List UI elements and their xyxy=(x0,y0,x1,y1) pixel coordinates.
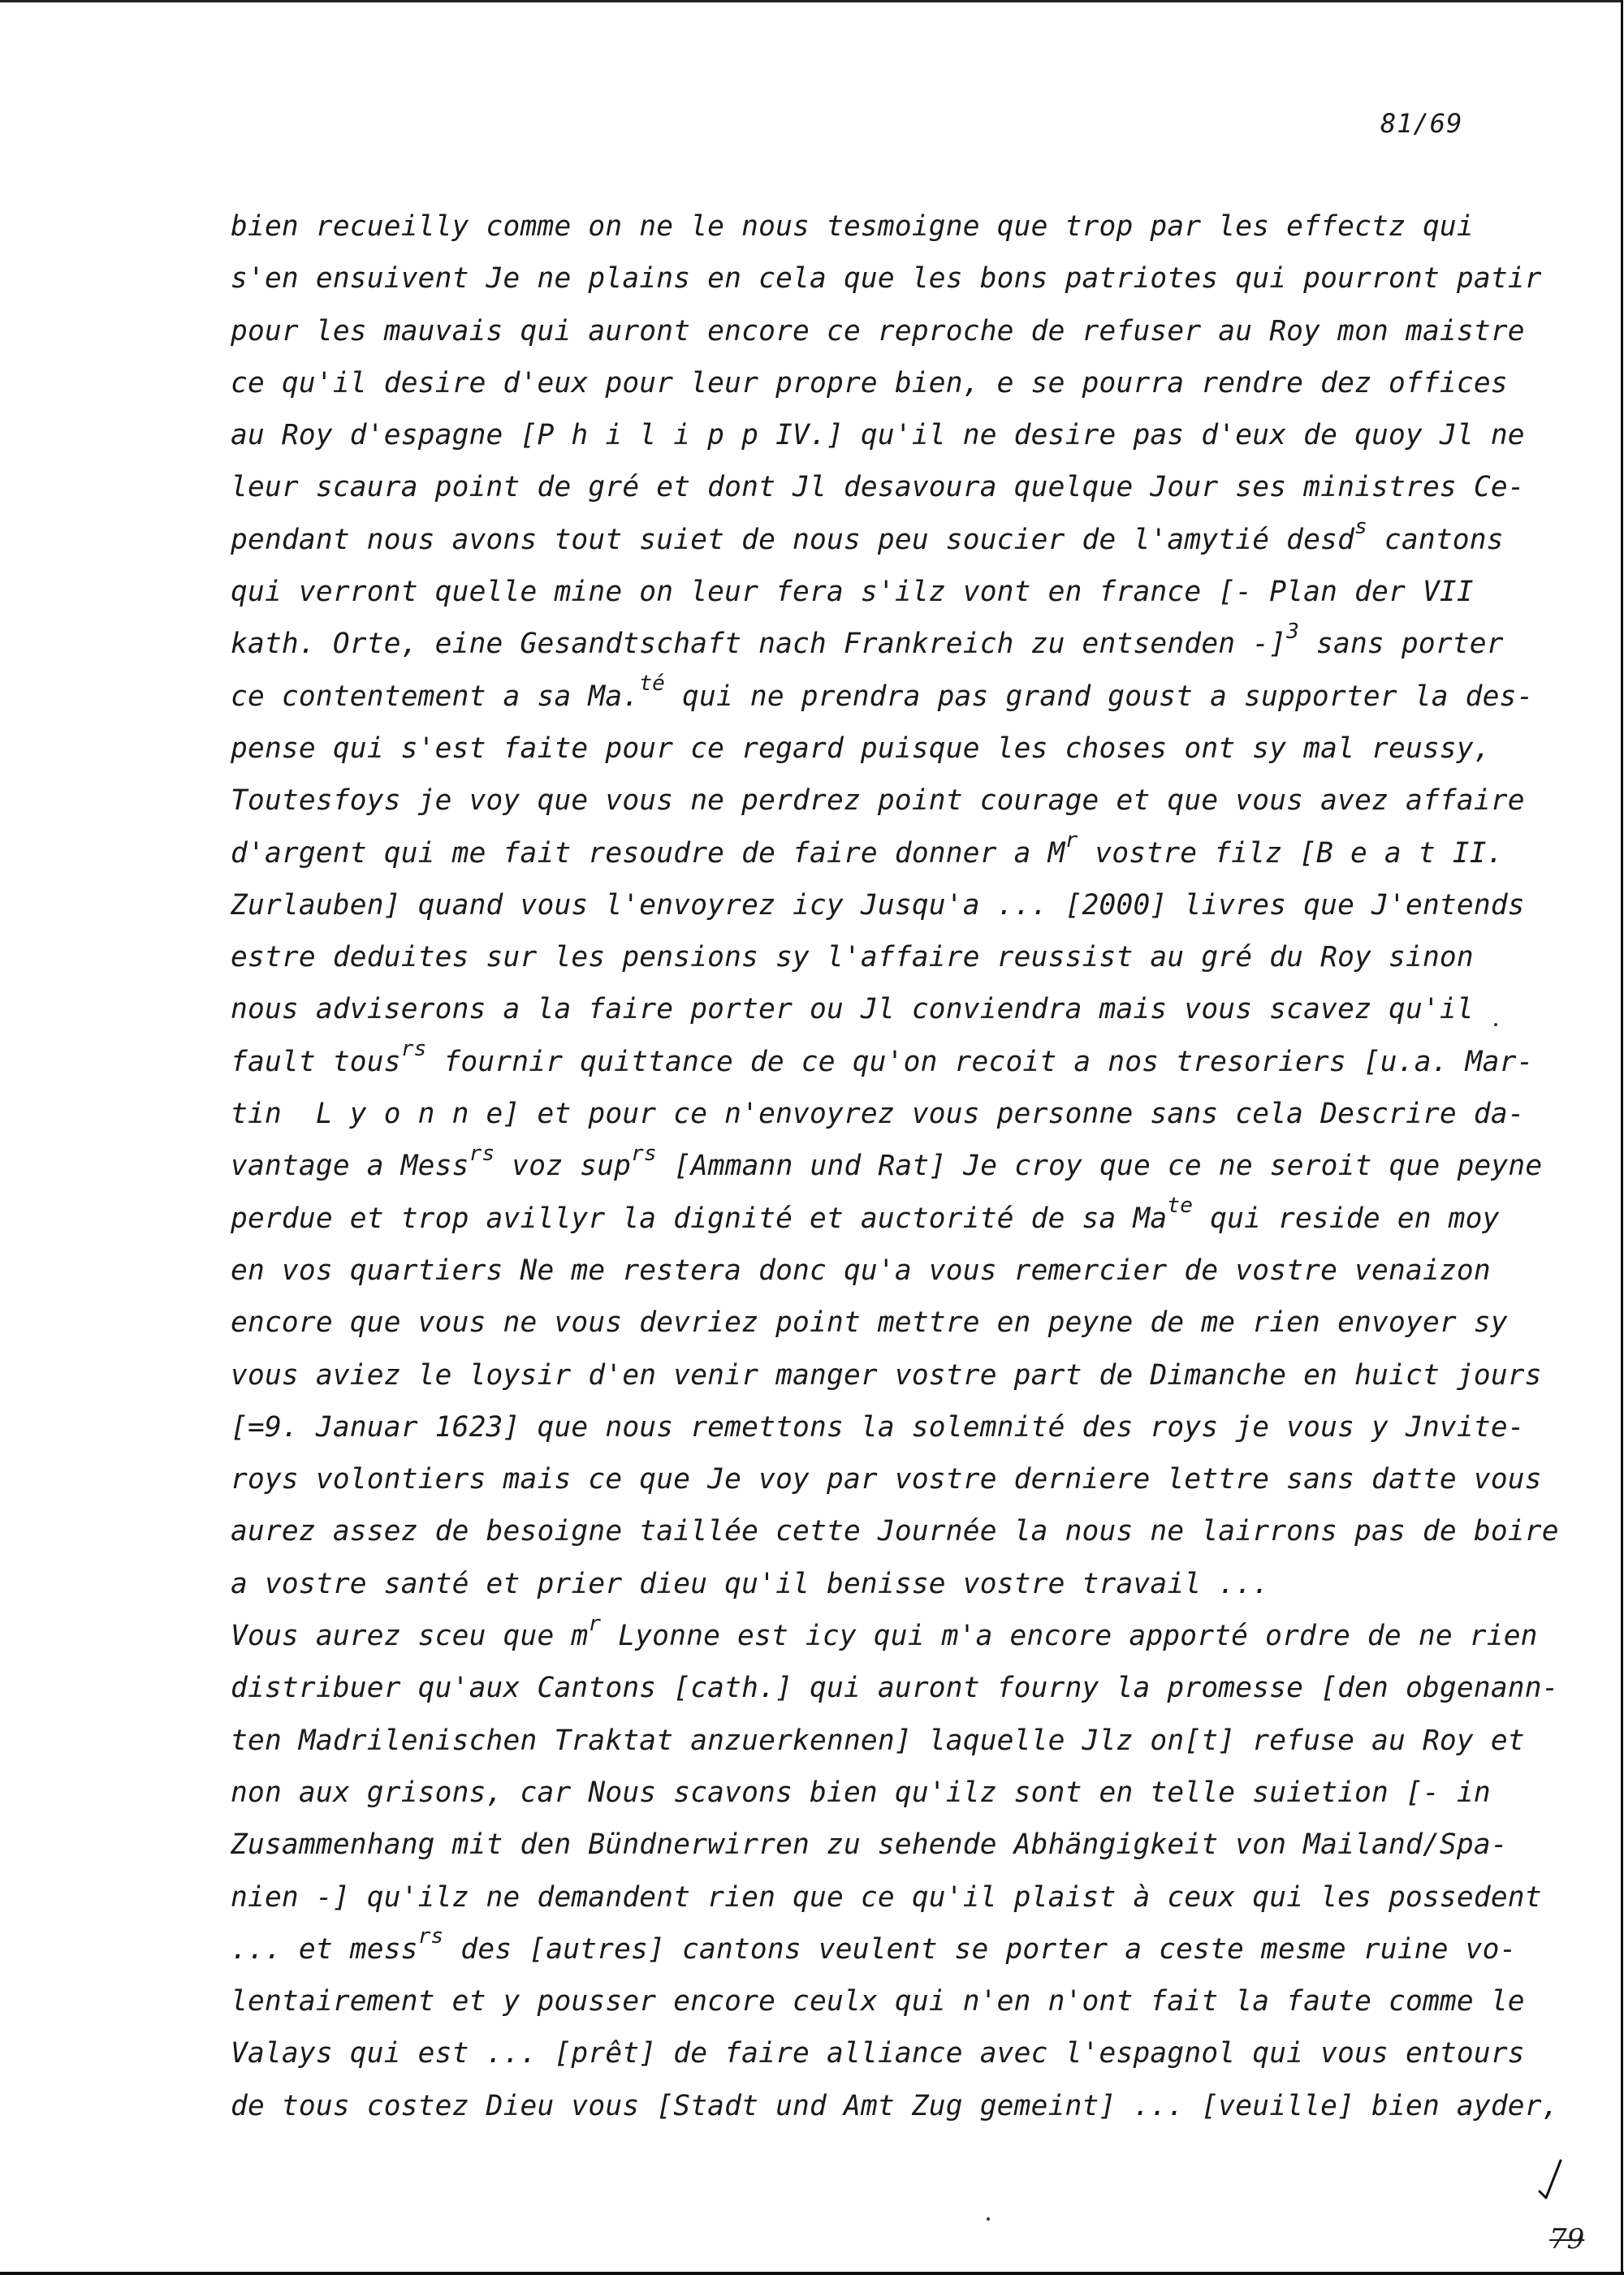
text-segment: fault tous xyxy=(231,1045,401,1078)
text-line xyxy=(231,671,1534,723)
text-line xyxy=(231,253,1542,304)
text-line xyxy=(231,1245,1514,1297)
text-segment: encore que vous ne vous devriez point mettre en peyne de me rien envoyer sy xyxy=(231,1306,1508,1340)
text-line xyxy=(231,1975,1525,2027)
top-border-line xyxy=(0,0,1622,2)
text-segment: kath. Orte, eine Gesandtschaft nach Frankreich zu entsenden -] xyxy=(231,628,1287,661)
text-line xyxy=(231,1662,1559,1714)
document-body-text xyxy=(231,201,1559,2132)
superscript-abbreviation: 3 xyxy=(1286,619,1300,644)
text-segment: estre deduites sur les pensions sy l'affaire reussist au gré du Roy sinon xyxy=(231,941,1474,974)
text-line xyxy=(231,1871,1542,1923)
right-border-line xyxy=(1621,0,1623,2275)
text-segment: de tous costez Dieu vous [Stadt und Amt Zug gemeint] ... [veuille] bien ayder, xyxy=(231,2089,1559,2122)
text-line xyxy=(231,357,1514,409)
text-segment: s'en ensuivent Je ne plains en cela que les bons patriotes qui pourront patir xyxy=(231,262,1542,296)
superscript-abbreviation: r xyxy=(1065,828,1078,853)
text-line xyxy=(231,1453,1542,1505)
text-line xyxy=(231,618,1514,670)
superscript-abbreviation: rs xyxy=(417,1924,444,1949)
text-line xyxy=(231,931,1514,983)
text-segment: aurez assez de besoigne taillée cette Journée la nous ne lairrons pas de boire xyxy=(231,1515,1559,1548)
text-segment: Valays qui est ... [prêt] de faire alliance avec l'espagnol qui vous entours xyxy=(231,2037,1525,2070)
text-line xyxy=(231,514,1514,566)
text-segment: leur scaura point de gré et dont Jl desavoura quelque Jour ses ministres Ce- xyxy=(231,471,1525,504)
text-line xyxy=(231,1505,1559,1557)
text-segment: ce contentement a sa Ma. xyxy=(231,680,640,713)
text-line xyxy=(231,2027,1525,2079)
text-line xyxy=(231,461,1525,513)
handwritten-margin-number: 79 xyxy=(1549,2223,1585,2256)
text-line xyxy=(231,879,1525,931)
text-segment: vantage a Mess xyxy=(231,1150,469,1183)
text-segment: non aux grisons, car Nous scavons bien qu'ilz sont en telle suietion [- in xyxy=(231,1776,1491,1809)
text-segment: des [autres] cantons veulent se porter a ceste mesme ruine vo- xyxy=(443,1932,1517,1966)
text-line xyxy=(231,1140,1543,1192)
text-segment: qui verront quelle mine on leur fera s'ilz vont en france [- Plan der VII xyxy=(231,576,1474,609)
stray-mark xyxy=(1494,1023,1497,1026)
superscript-abbreviation: te xyxy=(1167,1194,1194,1219)
text-segment: Toutesfoys je voy que vous ne perdrez point courage et que vous avez affaire xyxy=(231,784,1525,818)
text-segment: voz sup xyxy=(495,1150,632,1183)
text-line xyxy=(231,1819,1514,1871)
text-line xyxy=(231,723,1514,775)
text-segment: lentairement et y pousser encore ceulx qui n'en n'ont fait la faute comme le xyxy=(231,1985,1525,2018)
text-segment: pense qui s'est faite pour ce regard puisque les choses ont sy mal reussy, xyxy=(231,732,1491,765)
text-segment: perdue et trop avillyr la dignité et auctorité de sa Ma xyxy=(231,1202,1168,1235)
text-line xyxy=(231,827,1514,879)
text-line xyxy=(231,1088,1525,1140)
text-line xyxy=(231,1923,1517,1975)
text-line xyxy=(231,1401,1525,1453)
text-line xyxy=(231,305,1525,357)
text-segment: pour les mauvais qui auront encore ce reproche de refuser au Roy mon maistre xyxy=(231,314,1525,348)
check-mark-icon xyxy=(1535,2156,1567,2204)
text-line xyxy=(231,201,1514,253)
text-segment: distribuer qu'aux Cantons [cath.] qui auront fourny la promesse [den obgenann- xyxy=(231,1672,1559,1705)
text-segment: sans porter xyxy=(1299,628,1504,661)
text-segment: bien recueilly comme on ne le nous tesmoigne que trop par les effectz qui xyxy=(231,210,1474,243)
text-segment: pendant nous avons tout suiet de nous peu soucier de l'amytié desd xyxy=(231,523,1355,556)
text-line xyxy=(231,1767,1514,1819)
superscript-abbreviation: té xyxy=(639,671,666,697)
text-line xyxy=(231,2080,1559,2132)
text-segment: vostre filz [B e a t II. xyxy=(1078,836,1504,870)
text-segment: d'argent qui me fait resoudre de faire donner a M xyxy=(231,836,1065,870)
text-segment: a vostre santé et prier dieu qu'il benisse vostre travail ... xyxy=(231,1567,1270,1600)
text-line xyxy=(231,1558,1514,1610)
text-segment: ce qu'il desire d'eux pour leur propre bien, e se pourra rendre dez offices xyxy=(231,366,1508,399)
text-segment: ... et mess xyxy=(231,1932,418,1966)
text-line xyxy=(231,775,1525,827)
text-segment: qui ne prendra pas grand goust a supporter la des- xyxy=(665,680,1534,713)
text-segment: Zusammenhang mit den Bündnerwirren zu sehende Abhängigkeit von Mailand/Spa- xyxy=(231,1828,1508,1862)
text-line xyxy=(231,1610,1538,1662)
text-segment: en vos quartiers Ne me restera donc qu'a vous remercier de vostre venaizon xyxy=(231,1254,1491,1287)
text-segment: vous aviez le loysir d'en venir manger vostre part de Dimanche en huict jours xyxy=(231,1358,1542,1392)
text-segment: Zurlauben] quand vous l'envoyrez icy Jusqu'a ... [2000] livres que J'entends xyxy=(231,888,1525,922)
stray-mark xyxy=(987,2217,990,2221)
text-segment: Lyonne est icy qui m'a encore apporté ordre de ne rien xyxy=(601,1620,1538,1653)
text-line xyxy=(231,1297,1514,1349)
text-line xyxy=(231,1349,1542,1401)
text-segment: nous adviserons a la faire porter ou Jl conviendra mais vous scavez qu'il xyxy=(231,993,1474,1026)
text-segment: au Roy d'espagne [P h i l i p p IV.] qu'il ne desire pas d'eux de quoy Jl ne xyxy=(231,419,1525,452)
text-line xyxy=(231,1193,1514,1245)
superscript-abbreviation: s xyxy=(1354,515,1367,540)
text-segment: ten Madrilenischen Traktat anzuerkennen] laquelle Jlz on[t] refuse au Roy et xyxy=(231,1724,1525,1757)
superscript-abbreviation: r xyxy=(588,1611,602,1636)
text-segment: tin L y o n n e] et pour ce n'envoyrez vous personne sans cela Descrire da- xyxy=(231,1098,1525,1131)
text-line xyxy=(231,566,1514,618)
text-line xyxy=(231,983,1514,1035)
bottom-border-line xyxy=(0,2272,1624,2275)
text-line xyxy=(231,409,1525,461)
text-line xyxy=(231,1036,1534,1088)
text-segment: [Ammann und Rat] Je croy que ce ne seroit que peyne xyxy=(656,1150,1543,1183)
text-segment: nien -] qu'ilz ne demandent rien que ce qu'il plaist à ceux qui les possedent xyxy=(231,1880,1542,1914)
text-segment: fournir quittance de ce qu'on recoit a nos tresoriers [u.a. Mar- xyxy=(426,1045,1534,1078)
superscript-abbreviation: rs xyxy=(631,1141,657,1166)
text-segment: [=9. Januar 1623] que nous remettons la solemnité des roys je vous y Jnvite- xyxy=(231,1410,1525,1444)
text-segment: qui reside en moy xyxy=(1193,1202,1500,1235)
text-segment: Vous aurez sceu que m xyxy=(231,1620,589,1653)
superscript-abbreviation: rs xyxy=(469,1141,495,1166)
text-segment: roys volontiers mais ce que Je voy par vostre derniere lettre sans datte vous xyxy=(231,1463,1542,1496)
superscript-abbreviation: rs xyxy=(400,1037,427,1062)
text-line xyxy=(231,1715,1525,1767)
page-number: 81/69 xyxy=(1380,108,1463,139)
text-segment: cantons xyxy=(1367,523,1504,556)
